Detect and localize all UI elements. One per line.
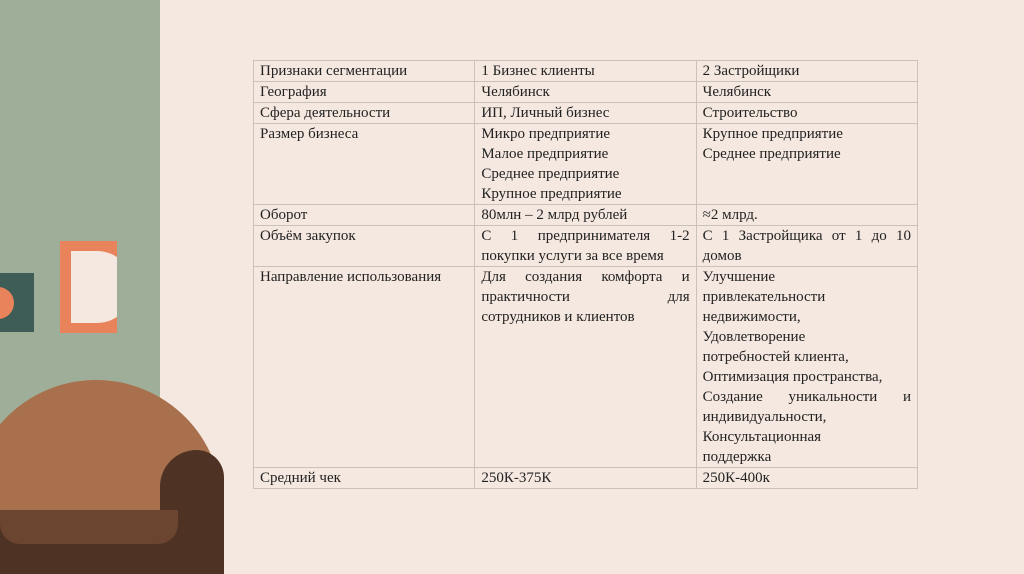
cell-line: 250К-400к <box>702 470 770 486</box>
cell-line: Крупное предприятие <box>702 126 843 142</box>
cell-line: Для создания комфорта и <box>481 269 690 285</box>
row-label: Средний чек <box>254 468 475 489</box>
cell-line: ≈2 млрд. <box>702 207 758 223</box>
cell-line: 250К-375К <box>481 470 552 486</box>
armchair-cushion <box>0 510 178 544</box>
row-label: Размер бизнеса <box>254 124 475 205</box>
decorative-teal-tile <box>0 273 34 332</box>
table-row <box>254 205 918 226</box>
row-label: Направление использования <box>254 267 475 468</box>
cell-line: Строительство <box>702 105 798 121</box>
cell <box>696 103 917 124</box>
cell <box>696 267 917 468</box>
cell <box>475 124 696 205</box>
table-row <box>254 103 918 124</box>
cell <box>475 468 696 489</box>
table-row <box>254 82 918 103</box>
decorative-half-circle <box>0 287 14 319</box>
row-label: Оборот <box>254 205 475 226</box>
row-label: География <box>254 82 475 103</box>
table-header-row <box>254 61 918 82</box>
cell-line: Челябинск <box>702 84 772 100</box>
cell-line: Удовлетворение <box>702 329 806 345</box>
table-row <box>254 267 918 468</box>
cell-line: Улучшение <box>702 269 776 285</box>
cell-line: С 1 Застройщика от 1 до 10 <box>702 228 911 244</box>
cell-line: индивидуальности, <box>702 409 827 425</box>
cell-line: покупки услуги за все время <box>481 248 664 264</box>
cell <box>475 205 696 226</box>
cell-line: практичности для <box>481 289 690 305</box>
table-row <box>254 468 918 489</box>
cell <box>696 205 917 226</box>
armchair-illustration <box>0 380 240 574</box>
cell <box>475 82 696 103</box>
cell-line: недвижимости, <box>702 309 801 325</box>
cell-line: Челябинск <box>481 84 550 100</box>
cell <box>696 468 917 489</box>
cell-line: Среднее предприятие <box>481 166 620 182</box>
cell-line: Создание уникальности и <box>702 389 911 405</box>
cell-line: ИП, Личный бизнес <box>481 105 610 121</box>
cell-line: домов <box>702 248 742 264</box>
header-cell: 2 Застройщики <box>696 61 917 82</box>
cell-line: Крупное предприятие <box>481 186 622 202</box>
cell-line: 80млн – 2 млрд рублей <box>481 207 628 223</box>
cell-line: Малое предприятие <box>481 146 609 162</box>
cell <box>696 82 917 103</box>
row-label: Объём закупок <box>254 226 475 267</box>
cell <box>696 226 917 267</box>
cell-line: потребностей клиента, <box>702 349 849 365</box>
table-row <box>254 226 918 267</box>
header-cell: 1 Бизнес клиенты <box>475 61 696 82</box>
cell-line: Микро предприятие <box>481 126 611 142</box>
cell <box>475 267 696 468</box>
cell-line: Среднее предприятие <box>702 146 841 162</box>
segmentation-table <box>253 60 918 489</box>
cell-line: привлекательности <box>702 289 826 305</box>
header-cell: Признаки сегментации <box>254 61 475 82</box>
cell-line: С 1 предпринимателя 1-2 <box>481 228 690 244</box>
cell-line: Консультационная <box>702 429 822 445</box>
cell <box>475 103 696 124</box>
cell-line: поддержка <box>702 449 772 465</box>
row-label: Сфера деятельности <box>254 103 475 124</box>
cell <box>475 226 696 267</box>
decorative-orange-tile <box>60 241 117 333</box>
cell-line: сотрудников и клиентов <box>481 309 635 325</box>
cell-line: Оптимизация пространства, <box>702 369 883 385</box>
cell <box>696 124 917 205</box>
table-row <box>254 124 918 205</box>
decorative-half-moon <box>71 251 117 323</box>
